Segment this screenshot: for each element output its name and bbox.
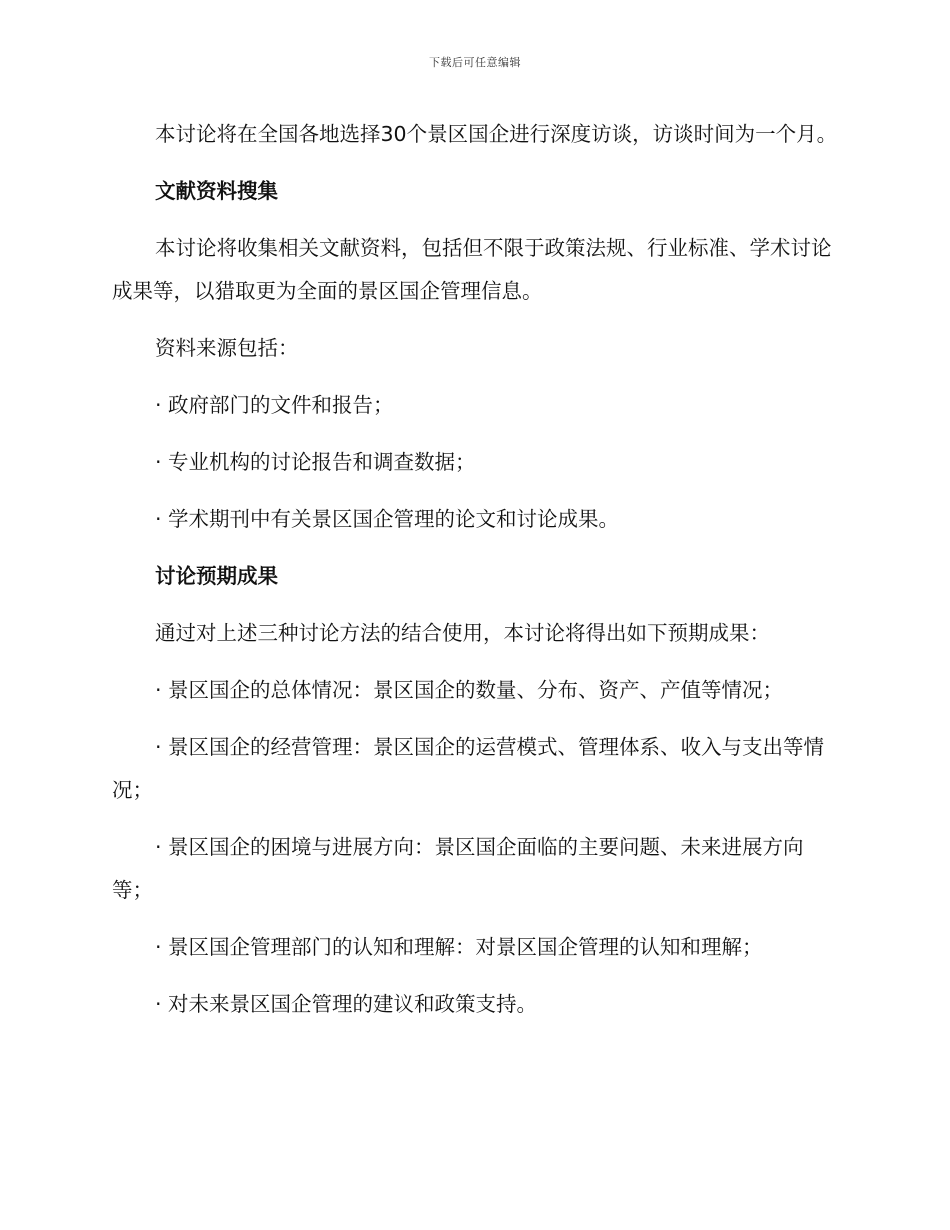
section-heading-expected-results: 讨论预期成果 — [155, 564, 278, 588]
list-item-result-operations: · 景区国企的经营管理：景区国企的运营模式、管理体系、收入与支出等情况； — [112, 735, 825, 802]
paragraph-results-intro: 通过对上述三种讨论方法的结合使用，本讨论将得出如下预期成果： — [155, 621, 770, 645]
list-item-result-overview: · 景区国企的总体情况：景区国企的数量、分布、资产、产值等情况； — [155, 678, 784, 702]
list-item-result-challenges: · 景区国企的困境与进展方向：景区国企面临的主要问题、未来进展方向等； — [112, 835, 804, 902]
list-item-source-government: · 政府部门的文件和报告； — [155, 393, 394, 417]
list-item-source-journals: · 学术期刊中有关景区国企管理的论文和讨论成果。 — [155, 507, 620, 531]
document-body — [112, 113, 840, 1040]
list-item-result-cognition: · 景区国企管理部门的认知和理解：对景区国企管理的认知和理解； — [155, 935, 763, 959]
page-header: 下载后可任意编辑 — [429, 56, 521, 69]
paragraph-sources-intro: 资料来源包括： — [155, 336, 299, 360]
paragraph-literature-collection: 本讨论将收集相关文献资料，包括但不限于政策法规、行业标准、学术讨论成果等，以猎取更为全面的景区国企管理信息。 — [112, 236, 832, 303]
list-item-result-policy: · 对未来景区国企管理的建议和政策支持。 — [155, 992, 538, 1016]
list-item-source-institutions: · 专业机构的讨论报告和调查数据； — [155, 450, 476, 474]
section-heading-literature: 文献资料搜集 — [155, 179, 278, 203]
paragraph-interview-plan: 本讨论将在全国各地选择30个景区国企进行深度访谈，访谈时间为一个月。 — [155, 122, 838, 146]
